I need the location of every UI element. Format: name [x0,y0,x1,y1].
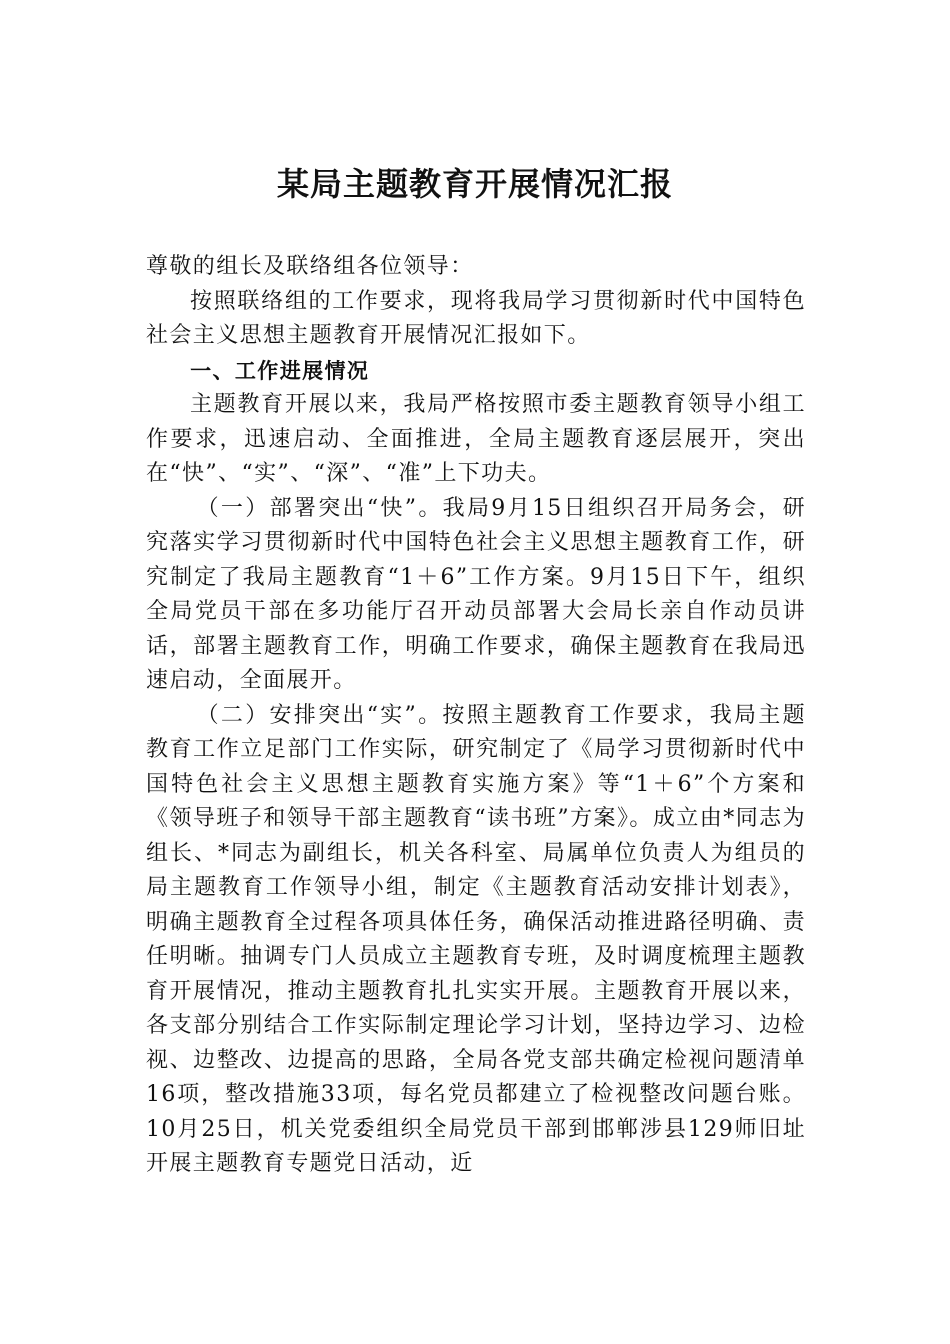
document-title: 某局主题教育开展情况汇报 [276,165,673,203]
subsection-1-paragraph: （一）部署突出“快”。我局9月15日组织召开局务会，研究落实学习贯彻新时代中国特色社会主义思想主题教育工作，研究制定了我局主题教育“1＋6”工作方案。9月15日下午，组织全局党员干部在多功能厅召开动员部署大会局长亲自作动员讲话，部署主题教育工作，明确工作要求，确保主题教育在我局迅速启动，全面展开。 [146,495,806,693]
section-1-intro-paragraph: 主题教育开展以来，我局严格按照市委主题教育领导小组工作要求，迅速启动、全面推进，全局主题教育逐层展开，突出在“快”、“实”、“深”、“准”上下功夫。 [146,392,806,486]
document-body [146,250,806,1182]
subsection-2-paragraph: （二）安排突出“实”。按照主题教育工作要求，我局主题教育工作立足部门工作实际，研究制定了《局学习贯彻新时代中国特色社会主义思想主题教育实施方案》等“1＋6”个方案和《领导班子和领导干部主题教育“读书班”方案》。成立由*同志为组长、*同志为副组长，机关各科室、局属单位负责人为组员的局主题教育工作领导小组，制定《主题教育活动安排计划表》，明确主题教育全过程各项具体任务，确保活动推进路径明确、责任明晰。抽调专门人员成立主题教育专班，及时调度梳理主题教育开展情况，推动主题教育扎扎实实开展。主题教育开展以来，各支部分别结合工作实际制定理论学习计划，坚持边学习、边检视、边整改、边提高的思路，全局各党支部共确定检视问题清单16项，整改措施33项，每名党员都建立了检视整改问题台账。10月25日，机关党委组织全局党员干部到邯郸涉县129师旧址开展主题教育专题党日活动，近 [146,702,806,1176]
intro-paragraph: 按照联络组的工作要求，现将我局学习贯彻新时代中国特色社会主义思想主题教育开展情况汇报如下。 [146,288,806,348]
section-heading-1: 一、工作进展情况 [190,358,370,383]
salutation: 尊敬的组长及联络组各位领导： [146,254,474,279]
